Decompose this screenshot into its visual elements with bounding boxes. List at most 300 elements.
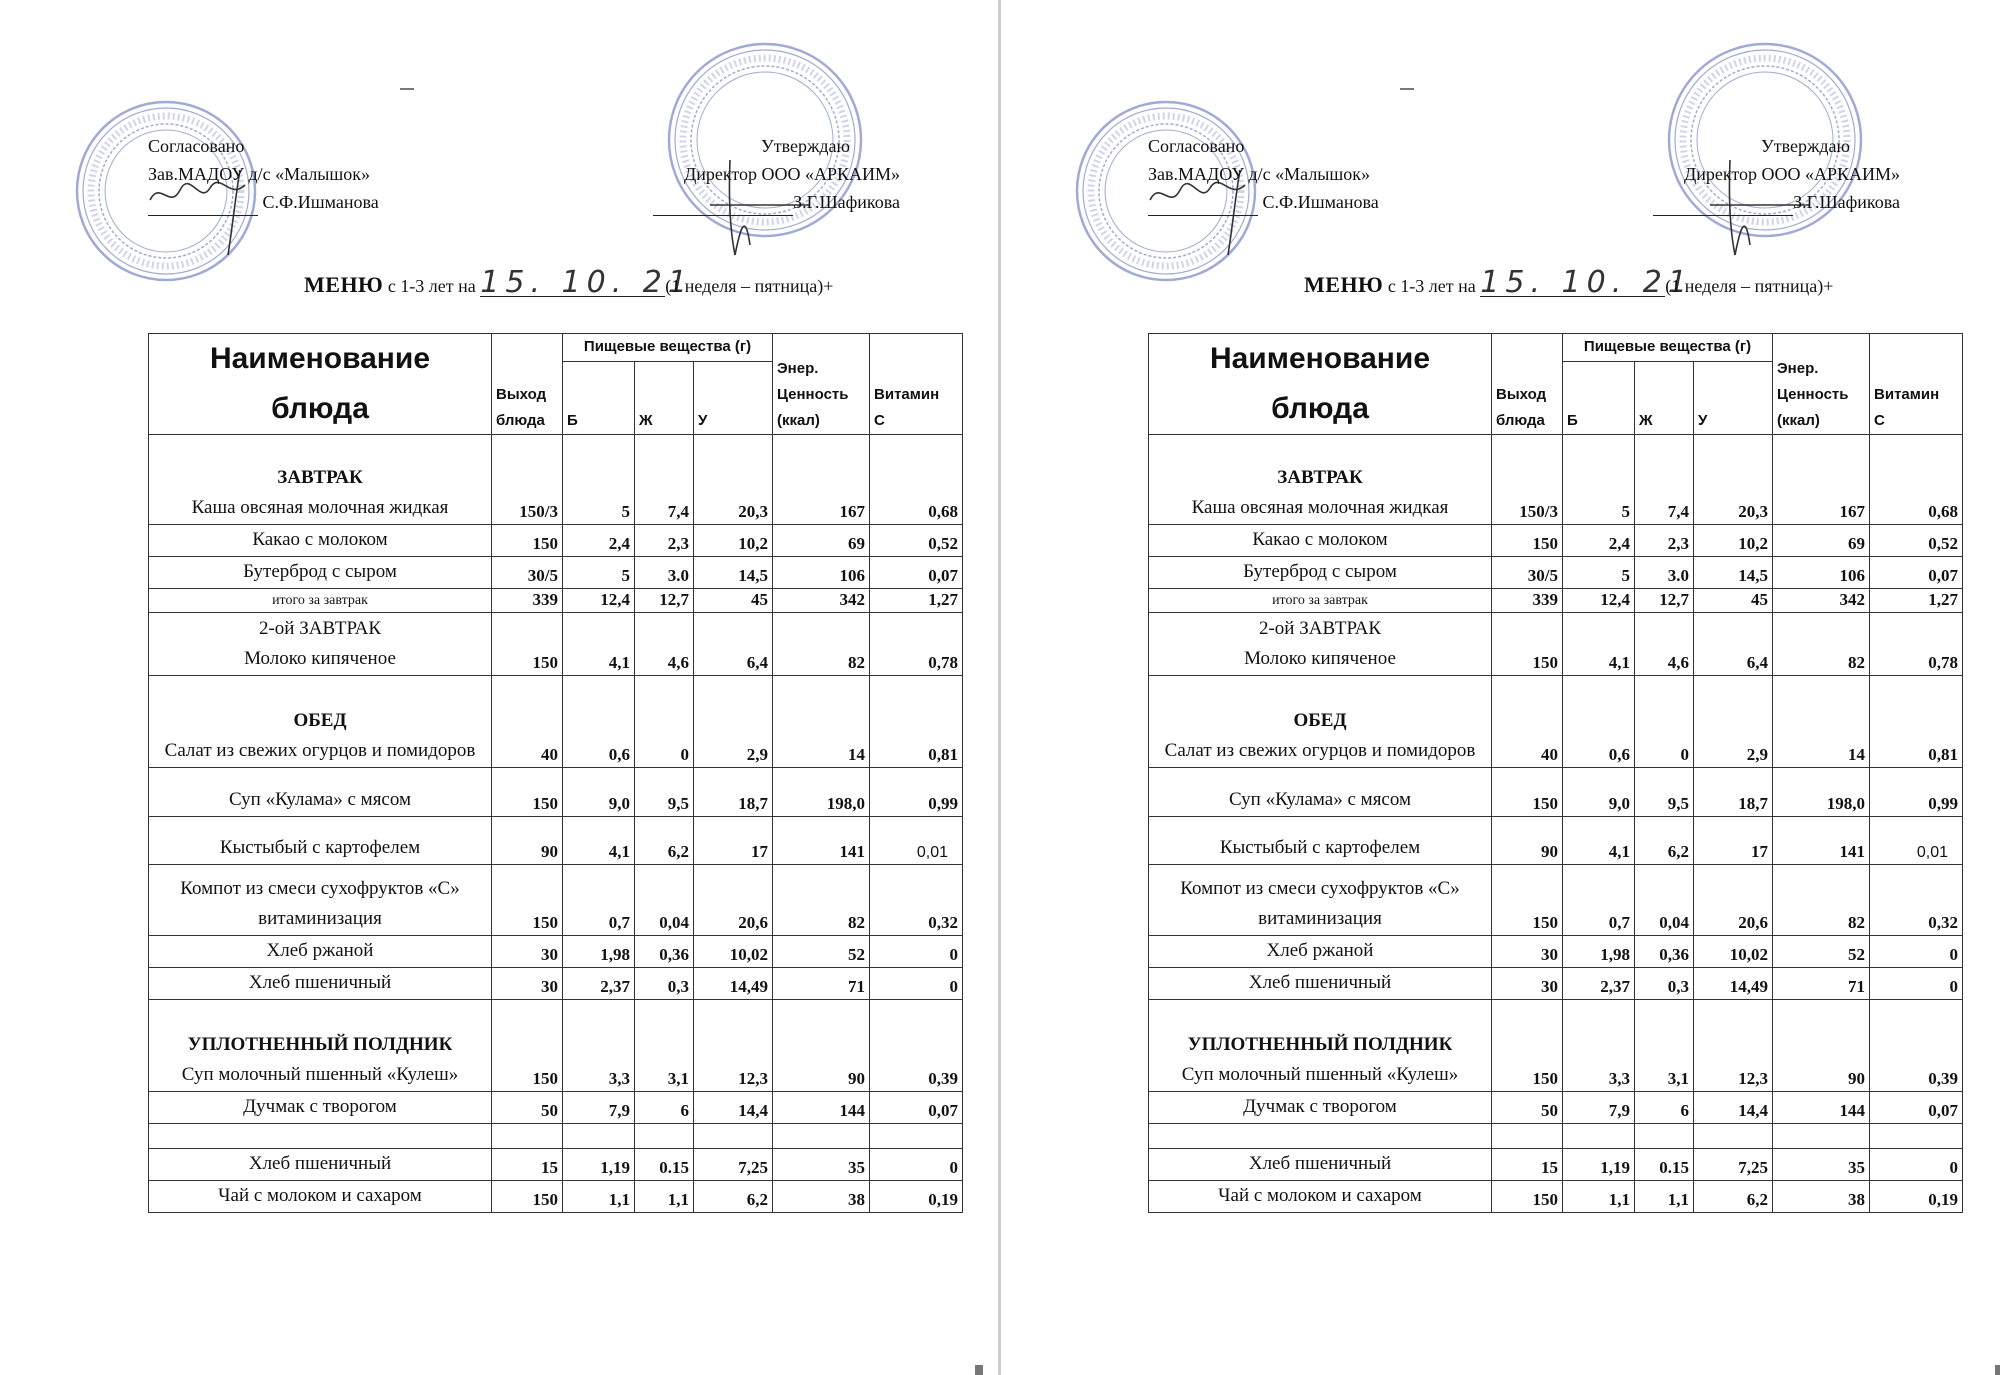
dish-name: Чай с молоком и сахаром	[218, 1185, 422, 1206]
approval-left-label: Согласовано	[148, 136, 245, 156]
dish-cell	[149, 1181, 492, 1213]
carbs-cell: 10,02	[694, 936, 773, 968]
output-cell: 339	[492, 589, 563, 613]
dish-cell	[149, 1124, 492, 1149]
dish-name: Каша овсяная молочная жидкая	[1191, 497, 1449, 518]
table-row	[1149, 613, 1963, 676]
energy-cell: 90	[1773, 1000, 1870, 1092]
dish-cell	[149, 613, 492, 676]
fat-cell	[635, 1124, 694, 1149]
table-row	[1149, 589, 1963, 613]
fat-cell: 3,1	[635, 1000, 694, 1092]
vitamin-c-cell: 0,99	[1870, 768, 1963, 817]
table-row	[149, 1000, 963, 1092]
fat-cell: 9,5	[635, 768, 694, 817]
menu-date: 15. 10. 21	[1480, 265, 1693, 300]
fat-cell: 1,1	[635, 1181, 694, 1213]
protein-cell: 5	[563, 435, 635, 525]
dish-name: Дучмак с творогом	[243, 1096, 397, 1117]
energy-cell	[1773, 1124, 1870, 1149]
vitamin-c-cell: 0,01	[1870, 817, 1963, 865]
dish-name: Молоко кипяченое	[1244, 648, 1396, 669]
output-cell: 40	[492, 676, 563, 768]
table-row	[1149, 936, 1963, 968]
approval-left-label: Согласовано	[1148, 136, 1245, 156]
approval-right-label: Утверждаю	[760, 136, 850, 156]
protein-cell: 2,4	[563, 525, 635, 557]
vitamin-c-cell: 0,78	[1870, 613, 1963, 676]
fat-cell: 7,4	[1635, 435, 1694, 525]
energy-cell: 167	[1773, 435, 1870, 525]
protein-cell: 4,1	[563, 817, 635, 865]
dish-name: Хлеб ржаной	[1266, 940, 1374, 961]
vitamin-c-cell: 0	[1870, 936, 1963, 968]
energy-cell: 82	[773, 865, 870, 936]
energy-cell: 144	[1773, 1092, 1870, 1124]
fat-cell: 12,7	[635, 589, 694, 613]
table-row	[1149, 676, 1963, 768]
dish-cell	[1149, 557, 1492, 589]
carbs-cell: 6,2	[694, 1181, 773, 1213]
dish-name: Каша овсяная молочная жидкая	[191, 497, 449, 518]
section-heading: 2-ой ЗАВТРАК	[258, 618, 382, 639]
carbs-cell: 17	[694, 817, 773, 865]
carbs-cell: 10,02	[1694, 936, 1773, 968]
carbs-cell: 14,5	[1694, 557, 1773, 589]
energy-cell: 141	[773, 817, 870, 865]
scan-mark	[1400, 88, 1414, 90]
fat-cell: 4,6	[635, 613, 694, 676]
table-row	[149, 613, 963, 676]
dish-cell	[149, 968, 492, 1000]
fat-cell: 0,3	[1635, 968, 1694, 1000]
dish-cell	[1149, 768, 1492, 817]
carbs-cell: 6,2	[1694, 1181, 1773, 1213]
dish-cell	[149, 936, 492, 968]
table-row	[1149, 1181, 1963, 1213]
approval-left-position: Зав.МАДОУ д/с «Малышок»	[1148, 164, 1371, 184]
protein-cell: 9,0	[563, 768, 635, 817]
dish-header: Наименование блюда	[1149, 334, 1492, 435]
output-cell: 150	[1492, 865, 1563, 936]
energy-cell: 90	[773, 1000, 870, 1092]
output-cell: 90	[1492, 817, 1563, 865]
dish-name: Какао с молоком	[1252, 529, 1388, 550]
protein-cell: 7,9	[563, 1092, 635, 1124]
dish-cell	[149, 1000, 492, 1092]
dish-name: итого за завтрак	[1272, 593, 1368, 608]
protein-cell	[563, 1124, 635, 1149]
vitamin-c-cell: 0,01	[870, 817, 963, 865]
vitamin-c-cell: 0,81	[870, 676, 963, 768]
dish-name: Суп «Кулама» с мясом	[228, 789, 412, 810]
protein-cell	[1563, 1124, 1635, 1149]
energy-header: Энер. Ценность (ккал)	[1773, 334, 1870, 435]
fat-cell: 12,7	[1635, 589, 1694, 613]
protein-cell: 1,1	[1563, 1181, 1635, 1213]
energy-cell: 198,0	[1773, 768, 1870, 817]
protein-cell: 7,9	[1563, 1092, 1635, 1124]
approval-right	[1653, 132, 1900, 216]
fat-cell: 4,6	[1635, 613, 1694, 676]
carbs-cell	[694, 1124, 773, 1149]
output-cell: 15	[1492, 1149, 1563, 1181]
protein-cell: 1,19	[1563, 1149, 1635, 1181]
fat-cell: 3.0	[635, 557, 694, 589]
fat-cell: 6,2	[635, 817, 694, 865]
carbs-cell: 20,3	[694, 435, 773, 525]
carbs-cell: 10,2	[694, 525, 773, 557]
vitamin-c-cell: 0,81	[1870, 676, 1963, 768]
approval-left	[148, 132, 379, 216]
energy-cell: 14	[1773, 676, 1870, 768]
protein-cell: 5	[1563, 435, 1635, 525]
approval-right-name: З.Г.Шафикова	[793, 192, 900, 212]
protein-cell: 12,4	[563, 589, 635, 613]
fat-cell: 2,3	[1635, 525, 1694, 557]
dish-cell	[149, 557, 492, 589]
menu-table	[148, 333, 963, 1213]
carbs-cell	[1694, 1124, 1773, 1149]
vitamin-c-cell: 0,19	[1870, 1181, 1963, 1213]
vitamin-c-cell	[1870, 1124, 1963, 1149]
protein-cell: 0,6	[1563, 676, 1635, 768]
table-row	[149, 768, 963, 817]
output-header: Выход блюда	[1492, 334, 1563, 435]
output-cell: 30	[1492, 968, 1563, 1000]
approval-right-label: Утверждаю	[1760, 136, 1850, 156]
carbs-cell: 14,5	[694, 557, 773, 589]
vitamin-header: Витамин С	[1870, 334, 1963, 435]
signature-line	[653, 197, 793, 216]
dish-name: Хлеб ржаной	[266, 940, 374, 961]
fat-cell: 0	[1635, 676, 1694, 768]
dish-name: Суп молочный пшенный «Кулеш»	[1181, 1064, 1459, 1085]
dish-cell	[149, 865, 492, 936]
fat-cell: 6,2	[1635, 817, 1694, 865]
carbs-cell: 7,25	[694, 1149, 773, 1181]
table-row	[149, 1181, 963, 1213]
signature-line	[1653, 197, 1793, 216]
fat-header: Ж	[635, 362, 694, 435]
energy-cell: 69	[1773, 525, 1870, 557]
energy-cell: 52	[773, 936, 870, 968]
protein-cell: 5	[1563, 557, 1635, 589]
dish-name: Хлеб пшеничный	[248, 1153, 392, 1174]
scan-mark	[975, 1365, 983, 1375]
table-row	[1149, 557, 1963, 589]
menu-age: с 1-3 лет на	[1387, 276, 1476, 296]
table-row	[149, 968, 963, 1000]
energy-cell: 342	[1773, 589, 1870, 613]
output-cell: 150	[492, 768, 563, 817]
protein-header: Б	[1563, 362, 1635, 435]
table-row	[149, 1092, 963, 1124]
table-row	[149, 936, 963, 968]
approval-right-position: Директор ООО «АРКАИМ»	[1683, 164, 1900, 184]
protein-cell: 1,1	[563, 1181, 635, 1213]
dish-cell	[149, 589, 492, 613]
output-header: Выход блюда	[492, 334, 563, 435]
vitamin-c-cell: 0,07	[870, 1092, 963, 1124]
header-row	[1149, 334, 1963, 362]
dish-cell	[149, 1092, 492, 1124]
fat-cell: 0,36	[1635, 936, 1694, 968]
output-cell: 150/3	[492, 435, 563, 525]
table-row	[1149, 817, 1963, 865]
dish-name: Чай с молоком и сахаром	[1218, 1185, 1422, 1206]
carbs-cell: 18,7	[1694, 768, 1773, 817]
vitamin-c-cell: 0	[1870, 1149, 1963, 1181]
protein-header: Б	[563, 362, 635, 435]
protein-cell: 3,3	[563, 1000, 635, 1092]
dish-name: Салат из свежих огурцов и помидоров	[164, 740, 476, 761]
carbs-cell: 14,49	[1694, 968, 1773, 1000]
carbs-cell: 6,4	[694, 613, 773, 676]
fat-cell: 2,3	[635, 525, 694, 557]
section-heading: УПЛОТНЕННЫЙ ПОЛДНИК	[1187, 1034, 1453, 1055]
dish-cell	[1149, 1124, 1492, 1149]
energy-cell: 82	[1773, 865, 1870, 936]
output-cell: 150	[492, 525, 563, 557]
nutrients-header: Пищевые вещества (г)	[1563, 334, 1773, 362]
dish-cell	[149, 817, 492, 865]
dish-name: Молоко кипяченое	[244, 648, 396, 669]
energy-cell: 52	[1773, 936, 1870, 968]
dish-name: Салат из свежих огурцов и помидоров	[1164, 740, 1476, 761]
output-cell: 150	[492, 1000, 563, 1092]
carbs-cell: 45	[694, 589, 773, 613]
vitamin-c-cell: 0,39	[1870, 1000, 1963, 1092]
dish-name: итого за завтрак	[272, 593, 368, 608]
dish-name: Бутерброд с сыром	[1243, 561, 1397, 582]
table-row	[1149, 1124, 1963, 1149]
output-cell: 50	[492, 1092, 563, 1124]
energy-cell: 69	[773, 525, 870, 557]
carbs-cell: 2,9	[1694, 676, 1773, 768]
vitamin-c-cell: 0,19	[870, 1181, 963, 1213]
dish-name: Суп молочный пшенный «Кулеш»	[181, 1064, 459, 1085]
carbs-cell: 12,3	[1694, 1000, 1773, 1092]
protein-cell: 2,4	[1563, 525, 1635, 557]
dish-cell	[1149, 676, 1492, 768]
vitamin-c-cell: 0,78	[870, 613, 963, 676]
fat-cell: 9,5	[1635, 768, 1694, 817]
vitamin-c-cell: 0	[870, 1149, 963, 1181]
energy-cell: 35	[773, 1149, 870, 1181]
vitamin-c-cell: 0,39	[870, 1000, 963, 1092]
output-cell: 30/5	[1492, 557, 1563, 589]
dish-name: Хлеб пшеничный	[1248, 972, 1392, 993]
approval-left-position: Зав.МАДОУ д/с «Малышок»	[148, 164, 371, 184]
dish-cell	[149, 1149, 492, 1181]
signature-line	[1148, 197, 1258, 216]
output-cell: 150	[1492, 1181, 1563, 1213]
protein-cell: 0,7	[563, 865, 635, 936]
dish-cell	[149, 435, 492, 525]
carbs-cell: 14,4	[694, 1092, 773, 1124]
energy-cell: 71	[1773, 968, 1870, 1000]
table-row	[1149, 525, 1963, 557]
dish-name: Кыстыбый с картофелем	[1219, 837, 1421, 858]
section-heading: УПЛОТНЕННЫЙ ПОЛДНИК	[187, 1034, 453, 1055]
fat-cell: 3.0	[1635, 557, 1694, 589]
protein-cell: 2,37	[563, 968, 635, 1000]
carbs-cell: 18,7	[694, 768, 773, 817]
dish-cell	[149, 676, 492, 768]
section-heading: 2-ой ЗАВТРАК	[1258, 618, 1382, 639]
menu-age: с 1-3 лет на	[387, 276, 476, 296]
carbs-cell: 14,4	[1694, 1092, 1773, 1124]
energy-cell	[773, 1124, 870, 1149]
table-row	[149, 435, 963, 525]
fat-cell: 6	[1635, 1092, 1694, 1124]
fat-cell: 0.15	[635, 1149, 694, 1181]
vitamin-c-cell: 1,27	[870, 589, 963, 613]
vitamin-c-cell: 0,07	[870, 557, 963, 589]
vitamin-c-cell: 0,68	[1870, 435, 1963, 525]
fat-cell: 1,1	[1635, 1181, 1694, 1213]
table-row	[149, 1124, 963, 1149]
dish-cell	[1149, 865, 1492, 936]
fat-cell: 6	[635, 1092, 694, 1124]
fat-cell: 0,04	[1635, 865, 1694, 936]
fat-cell: 0,36	[635, 936, 694, 968]
carbs-cell: 20,3	[1694, 435, 1773, 525]
vitamin-c-cell: 0,52	[1870, 525, 1963, 557]
menu-title	[304, 265, 834, 300]
vitamin-c-cell: 0	[1870, 968, 1963, 1000]
protein-cell: 1,98	[563, 936, 635, 968]
table-row	[149, 817, 963, 865]
table-row	[1149, 1000, 1963, 1092]
protein-cell: 2,37	[1563, 968, 1635, 1000]
protein-cell: 4,1	[563, 613, 635, 676]
output-cell: 150	[1492, 613, 1563, 676]
dish-cell	[149, 525, 492, 557]
menu-week: (1 неделя – пятница)+	[665, 276, 834, 296]
protein-cell: 4,1	[1563, 817, 1635, 865]
vitamin-c-cell: 0	[870, 936, 963, 968]
output-cell: 30	[1492, 936, 1563, 968]
dish-cell	[1149, 1092, 1492, 1124]
menu-title	[1304, 265, 1834, 300]
output-cell	[1492, 1124, 1563, 1149]
dish-name: Компот из смеси сухофруктов «С» витаминизация	[180, 878, 460, 929]
vitamin-header: Витамин С	[870, 334, 963, 435]
vitamin-c-cell: 1,27	[1870, 589, 1963, 613]
energy-cell: 38	[773, 1181, 870, 1213]
energy-header: Энер. Ценность (ккал)	[773, 334, 870, 435]
section-heading: ЗАВТРАК	[277, 467, 363, 488]
vitamin-c-cell: 0,99	[870, 768, 963, 817]
dish-header: Наименование блюда	[149, 334, 492, 435]
output-cell: 150	[1492, 768, 1563, 817]
menu-date: 15. 10. 21	[480, 265, 693, 300]
dish-cell	[1149, 525, 1492, 557]
carbs-cell: 2,9	[694, 676, 773, 768]
energy-cell: 14	[773, 676, 870, 768]
approval-right-name: З.Г.Шафикова	[1793, 192, 1900, 212]
energy-cell: 82	[1773, 613, 1870, 676]
dish-name: Хлеб пшеничный	[1248, 1153, 1392, 1174]
table-row	[149, 557, 963, 589]
protein-cell: 3,3	[1563, 1000, 1635, 1092]
carbs-cell: 12,3	[694, 1000, 773, 1092]
protein-cell: 1,98	[1563, 936, 1635, 968]
energy-cell: 141	[1773, 817, 1870, 865]
table-row	[149, 525, 963, 557]
protein-cell: 1,19	[563, 1149, 635, 1181]
dish-name: Компот из смеси сухофруктов «С» витаминизация	[1180, 878, 1460, 929]
carbs-cell: 14,49	[694, 968, 773, 1000]
dish-name: Суп «Кулама» с мясом	[1228, 789, 1412, 810]
energy-cell: 106	[773, 557, 870, 589]
carbs-header: У	[1694, 362, 1773, 435]
table-row	[149, 676, 963, 768]
output-cell: 339	[1492, 589, 1563, 613]
fat-cell: 0	[635, 676, 694, 768]
dish-cell	[1149, 936, 1492, 968]
page-divider	[998, 0, 1001, 1375]
menu-heading: МЕНЮ	[304, 272, 384, 297]
carbs-cell: 17	[1694, 817, 1773, 865]
carbs-cell: 20,6	[1694, 865, 1773, 936]
menu-table	[1148, 333, 1963, 1213]
table-row	[1149, 865, 1963, 936]
protein-cell: 9,0	[1563, 768, 1635, 817]
header-row	[149, 334, 963, 362]
fat-cell: 0,04	[635, 865, 694, 936]
menu-week: (1 неделя – пятница)+	[1665, 276, 1834, 296]
dish-cell	[1149, 589, 1492, 613]
vitamin-c-cell: 0,32	[1870, 865, 1963, 936]
approval-left-name: С.Ф.Ишманова	[1262, 192, 1379, 212]
protein-cell: 5	[563, 557, 635, 589]
energy-cell: 38	[1773, 1181, 1870, 1213]
menu-page-2	[1000, 0, 2000, 1375]
carbs-cell: 6,4	[1694, 613, 1773, 676]
protein-cell: 0,7	[1563, 865, 1635, 936]
output-cell: 30	[492, 968, 563, 1000]
carbs-cell: 7,25	[1694, 1149, 1773, 1181]
fat-cell: 3,1	[1635, 1000, 1694, 1092]
dish-cell	[1149, 817, 1492, 865]
fat-cell	[1635, 1124, 1694, 1149]
output-cell: 150	[492, 1181, 563, 1213]
output-cell: 150	[492, 865, 563, 936]
output-cell: 150	[492, 613, 563, 676]
table-row	[1149, 1092, 1963, 1124]
output-cell: 30	[492, 936, 563, 968]
energy-cell: 342	[773, 589, 870, 613]
energy-cell: 106	[1773, 557, 1870, 589]
dish-name: Хлеб пшеничный	[248, 972, 392, 993]
fat-cell: 7,4	[635, 435, 694, 525]
fat-header: Ж	[1635, 362, 1694, 435]
dish-cell	[1149, 968, 1492, 1000]
approval-left-name: С.Ф.Ишманова	[262, 192, 379, 212]
menu-heading: МЕНЮ	[1304, 272, 1384, 297]
dish-name: Дучмак с творогом	[1243, 1096, 1397, 1117]
approval-right	[653, 132, 900, 216]
output-cell: 50	[1492, 1092, 1563, 1124]
vitamin-c-cell: 0,07	[1870, 557, 1963, 589]
approval-left	[1148, 132, 1379, 216]
energy-cell: 144	[773, 1092, 870, 1124]
carbs-cell: 10,2	[1694, 525, 1773, 557]
dish-name: Какао с молоком	[252, 529, 388, 550]
